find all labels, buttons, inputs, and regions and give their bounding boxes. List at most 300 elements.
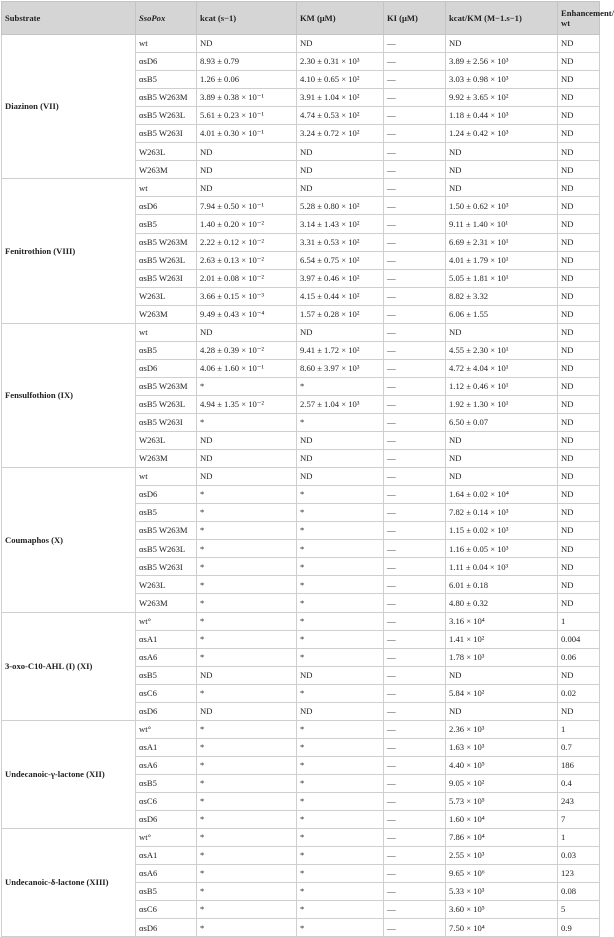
km-cell: 3.31 ± 0.53 × 10² xyxy=(297,233,384,251)
kcat-cell: * xyxy=(197,774,297,792)
enhancement-cell: 123 xyxy=(558,865,600,883)
km-cell: * xyxy=(297,792,384,810)
kcat-km-cell: 5.84 × 10² xyxy=(446,684,558,702)
kcat-cell: 2.63 ± 0.13 × 10⁻² xyxy=(197,251,297,269)
variant-cell: αsD6 xyxy=(136,811,197,829)
enhancement-cell: 1 xyxy=(558,612,600,630)
ki-cell: — xyxy=(384,53,446,71)
km-cell: * xyxy=(297,901,384,919)
km-cell: 3.24 ± 0.72 × 10² xyxy=(297,125,384,143)
ki-cell: — xyxy=(384,486,446,504)
ki-cell: — xyxy=(384,720,446,738)
ki-cell: — xyxy=(384,919,446,937)
header-ki: KI (μM) xyxy=(384,2,446,35)
table-body xyxy=(2,35,600,937)
ki-cell: — xyxy=(384,323,446,341)
km-cell: ND xyxy=(297,450,384,468)
kcat-km-cell: 5.05 ± 1.81 × 10¹ xyxy=(446,269,558,287)
ki-cell: — xyxy=(384,35,446,53)
kcat-cell: * xyxy=(197,720,297,738)
km-cell: 3.97 ± 0.46 × 10² xyxy=(297,269,384,287)
enhancement-cell: ND xyxy=(558,53,600,71)
kcat-cell: 4.94 ± 1.35 × 10⁻² xyxy=(197,395,297,413)
km-cell: 4.15 ± 0.44 × 10² xyxy=(297,287,384,305)
variant-cell: wt xyxy=(136,35,197,53)
kcat-km-cell: ND xyxy=(446,666,558,684)
variant-cell: αsB5 xyxy=(136,666,197,684)
ki-cell: — xyxy=(384,89,446,107)
enhancement-cell: ND xyxy=(558,395,600,413)
ki-cell: — xyxy=(384,865,446,883)
kcat-km-cell: ND xyxy=(446,161,558,179)
ki-cell: — xyxy=(384,125,446,143)
table-row xyxy=(2,720,600,738)
kcat-cell: * xyxy=(197,377,297,395)
km-cell: * xyxy=(297,558,384,576)
kcat-km-cell: ND xyxy=(446,702,558,720)
km-cell: * xyxy=(297,594,384,612)
ki-cell: — xyxy=(384,774,446,792)
kcat-km-cell: ND xyxy=(446,35,558,53)
km-cell: 4.10 ± 0.65 × 10² xyxy=(297,71,384,89)
variant-cell: αsB5 W263M xyxy=(136,233,197,251)
enhancement-cell: 7 xyxy=(558,811,600,829)
header-substrate: Substrate xyxy=(2,2,136,35)
variant-cell: W263M xyxy=(136,594,197,612)
enhancement-cell: 5 xyxy=(558,901,600,919)
enhancement-cell: ND xyxy=(558,341,600,359)
kcat-cell: * xyxy=(197,847,297,865)
ki-cell: — xyxy=(384,883,446,901)
kcat-km-cell: 9.11 ± 1.40 × 10¹ xyxy=(446,215,558,233)
variant-cell: αsB5 W263L xyxy=(136,540,197,558)
ki-cell: — xyxy=(384,215,446,233)
header-kcat: kcat (s−1) xyxy=(197,2,297,35)
ki-cell: — xyxy=(384,197,446,215)
ki-cell: — xyxy=(384,233,446,251)
ki-cell: — xyxy=(384,522,446,540)
kcat-km-cell: 5.73 × 10⁵ xyxy=(446,792,558,810)
kcat-cell: 4.01 ± 0.30 × 10⁻¹ xyxy=(197,125,297,143)
kcat-km-cell: 6.69 ± 2.31 × 10¹ xyxy=(446,233,558,251)
kcat-km-cell: 9.05 × 10² xyxy=(446,774,558,792)
km-cell: 3.91 ± 1.04 × 10² xyxy=(297,89,384,107)
enhancement-cell: ND xyxy=(558,233,600,251)
variant-cell: αsA6 xyxy=(136,865,197,883)
kcat-cell: ND xyxy=(197,702,297,720)
kcat-km-cell: 1.12 ± 0.46 × 10¹ xyxy=(446,377,558,395)
variant-cell: αsB5 W263M xyxy=(136,377,197,395)
ki-cell: — xyxy=(384,377,446,395)
kcat-cell: 2.22 ± 0.12 × 10⁻² xyxy=(197,233,297,251)
header-row xyxy=(2,2,600,35)
variant-cell: αsB5 xyxy=(136,883,197,901)
ki-cell: — xyxy=(384,612,446,630)
enhancement-cell: 1 xyxy=(558,720,600,738)
variant-cell: αsB5 W263L xyxy=(136,251,197,269)
table-row xyxy=(2,179,600,197)
variant-cell: αsA6 xyxy=(136,648,197,666)
ki-cell: — xyxy=(384,540,446,558)
kcat-cell: * xyxy=(197,738,297,756)
enhancement-cell: 186 xyxy=(558,756,600,774)
enhancement-cell: 0.02 xyxy=(558,684,600,702)
kcat-km-cell: 1.63 × 10³ xyxy=(446,738,558,756)
kcat-km-cell: ND xyxy=(446,432,558,450)
kcat-cell: * xyxy=(197,756,297,774)
kcat-km-cell: ND xyxy=(446,468,558,486)
kcat-cell: 9.49 ± 0.43 × 10⁻⁴ xyxy=(197,305,297,323)
table-row xyxy=(2,612,600,630)
enhancement-cell: ND xyxy=(558,197,600,215)
km-cell: * xyxy=(297,756,384,774)
variant-cell: wt xyxy=(136,179,197,197)
variant-cell: αsB5 W263I xyxy=(136,413,197,431)
enhancement-cell: ND xyxy=(558,143,600,161)
variant-cell: αsB5 xyxy=(136,774,197,792)
km-cell: * xyxy=(297,720,384,738)
ki-cell: — xyxy=(384,792,446,810)
variant-cell: wt xyxy=(136,323,197,341)
variant-cell: αsA1 xyxy=(136,738,197,756)
variant-cell: αsB5 W263I xyxy=(136,558,197,576)
substrate-cell: Diazinon (VII) xyxy=(2,35,136,179)
kcat-km-cell: 4.40 × 10⁵ xyxy=(446,756,558,774)
variant-cell: W263M xyxy=(136,161,197,179)
enhancement-cell: ND xyxy=(558,576,600,594)
variant-cell: αsD6 xyxy=(136,486,197,504)
kcat-cell: ND xyxy=(197,450,297,468)
km-cell: 4.74 ± 0.53 × 10² xyxy=(297,107,384,125)
kcat-cell: * xyxy=(197,919,297,937)
variant-cell: αsB5 xyxy=(136,71,197,89)
kcat-cell: 4.28 ± 0.39 × 10⁻² xyxy=(197,341,297,359)
km-cell: * xyxy=(297,883,384,901)
ki-cell: — xyxy=(384,576,446,594)
kinetics-table xyxy=(1,1,614,937)
ki-cell: — xyxy=(384,287,446,305)
variant-cell: αsB5 xyxy=(136,215,197,233)
variant-cell: αsC6 xyxy=(136,684,197,702)
enhancement-cell: ND xyxy=(558,215,600,233)
enhancement-cell: ND xyxy=(558,323,600,341)
header-kcat-km: kcat/KM (M−1.s−1) xyxy=(446,2,558,35)
variant-cell: αsB5 xyxy=(136,341,197,359)
kcat-km-cell: 4.55 ± 2.30 × 10¹ xyxy=(446,341,558,359)
kcat-km-cell: ND xyxy=(446,179,558,197)
enhancement-cell: ND xyxy=(558,89,600,107)
kcat-km-cell: 1.15 ± 0.02 × 10³ xyxy=(446,522,558,540)
table-row xyxy=(2,468,600,486)
km-cell: * xyxy=(297,540,384,558)
enhancement-cell: ND xyxy=(558,468,600,486)
km-cell: * xyxy=(297,738,384,756)
kcat-km-cell: 1.24 ± 0.42 × 10³ xyxy=(446,125,558,143)
enhancement-cell: ND xyxy=(558,269,600,287)
kcat-km-cell: 1.60 × 10⁴ xyxy=(446,811,558,829)
kcat-km-cell: 6.50 ± 0.07 xyxy=(446,413,558,431)
ki-cell: — xyxy=(384,71,446,89)
kcat-km-cell: 3.60 × 10⁵ xyxy=(446,901,558,919)
km-cell: 2.30 ± 0.31 × 10³ xyxy=(297,53,384,71)
kcat-km-cell: ND xyxy=(446,323,558,341)
kcat-cell: 1.26 ± 0.06 xyxy=(197,71,297,89)
enhancement-cell: ND xyxy=(558,540,600,558)
kcat-cell: ND xyxy=(197,323,297,341)
kcat-km-cell: 1.41 × 10² xyxy=(446,630,558,648)
kcat-km-cell: 1.18 ± 0.44 × 10³ xyxy=(446,107,558,125)
enhancement-cell: 1 xyxy=(558,829,600,847)
kcat-cell: 2.01 ± 0.08 × 10⁻² xyxy=(197,269,297,287)
enhancement-cell: ND xyxy=(558,179,600,197)
ki-cell: — xyxy=(384,359,446,377)
variant-cell: αsB5 xyxy=(136,504,197,522)
ki-cell: — xyxy=(384,395,446,413)
kcat-cell: 3.89 ± 0.38 × 10⁻¹ xyxy=(197,89,297,107)
kcat-cell: * xyxy=(197,811,297,829)
enhancement-cell: ND xyxy=(558,161,600,179)
kcat-cell: * xyxy=(197,648,297,666)
km-cell: * xyxy=(297,648,384,666)
enhancement-cell: 243 xyxy=(558,792,600,810)
kcat-km-cell: 3.16 × 10⁴ xyxy=(446,612,558,630)
km-cell: 6.54 ± 0.75 × 10² xyxy=(297,251,384,269)
kcat-km-cell: 7.50 × 10⁴ xyxy=(446,919,558,937)
enhancement-cell: 0.9 xyxy=(558,919,600,937)
enhancement-cell: ND xyxy=(558,35,600,53)
variant-cell: αsB5 W263M xyxy=(136,89,197,107)
kcat-cell: * xyxy=(197,792,297,810)
enhancement-cell: ND xyxy=(558,666,600,684)
header-km: KM (μM) xyxy=(297,2,384,35)
km-cell: * xyxy=(297,919,384,937)
table-row xyxy=(2,323,600,341)
kcat-km-cell: 2.36 × 10³ xyxy=(446,720,558,738)
ki-cell: — xyxy=(384,558,446,576)
km-cell: * xyxy=(297,630,384,648)
km-cell: 8.60 ± 3.97 × 10³ xyxy=(297,359,384,377)
variant-cell: αsB5 W263I xyxy=(136,125,197,143)
kcat-km-cell: 7.86 × 10⁴ xyxy=(446,829,558,847)
ki-cell: — xyxy=(384,305,446,323)
kcat-cell: * xyxy=(197,413,297,431)
ki-cell: — xyxy=(384,504,446,522)
kcat-cell: * xyxy=(197,865,297,883)
enhancement-cell: 0.4 xyxy=(558,774,600,792)
kcat-cell: * xyxy=(197,883,297,901)
table-row xyxy=(2,35,600,53)
km-cell: * xyxy=(297,847,384,865)
kcat-km-cell: 6.01 ± 0.18 xyxy=(446,576,558,594)
header-enhancement: Enhancement/ wt xyxy=(558,2,600,35)
km-cell: * xyxy=(297,576,384,594)
km-cell: * xyxy=(297,522,384,540)
variant-cell: αsB5 W263L xyxy=(136,107,197,125)
ki-cell: — xyxy=(384,702,446,720)
kcat-cell: ND xyxy=(197,468,297,486)
km-cell: ND xyxy=(297,179,384,197)
kcat-cell: 1.40 ± 0.20 × 10⁻² xyxy=(197,215,297,233)
kcat-cell: 5.61 ± 0.23 × 10⁻¹ xyxy=(197,107,297,125)
ki-cell: — xyxy=(384,684,446,702)
kcat-cell: * xyxy=(197,684,297,702)
km-cell: 9.41 ± 1.72 × 10² xyxy=(297,341,384,359)
ki-cell: — xyxy=(384,738,446,756)
km-cell: ND xyxy=(297,323,384,341)
enhancement-cell: ND xyxy=(558,251,600,269)
kcat-cell: * xyxy=(197,522,297,540)
km-cell: * xyxy=(297,504,384,522)
km-cell: * xyxy=(297,829,384,847)
variant-cell: αsA1 xyxy=(136,847,197,865)
km-cell: 5.28 ± 0.80 × 10² xyxy=(297,197,384,215)
kcat-km-cell: 4.01 ± 1.79 × 10¹ xyxy=(446,251,558,269)
ki-cell: — xyxy=(384,450,446,468)
kcat-cell: ND xyxy=(197,35,297,53)
variant-cell: αsB5 W263I xyxy=(136,269,197,287)
variant-cell: αsD6 xyxy=(136,919,197,937)
variant-cell: αsD6 xyxy=(136,197,197,215)
kcat-cell: * xyxy=(197,540,297,558)
enhancement-cell: ND xyxy=(558,594,600,612)
kcat-km-cell: 8.82 ± 3.32 xyxy=(446,287,558,305)
kcat-km-cell: 4.80 ± 0.32 xyxy=(446,594,558,612)
variant-cell: W263L xyxy=(136,432,197,450)
km-cell: ND xyxy=(297,161,384,179)
enhancement-cell: ND xyxy=(558,522,600,540)
kcat-km-cell: 1.50 ± 0.62 × 10³ xyxy=(446,197,558,215)
kcat-km-cell: 9.65 × 10⁶ xyxy=(446,865,558,883)
km-cell: ND xyxy=(297,143,384,161)
kcat-cell: 7.94 ± 0.50 × 10⁻¹ xyxy=(197,197,297,215)
kcat-cell: * xyxy=(197,486,297,504)
kcat-cell: ND xyxy=(197,179,297,197)
kcat-cell: * xyxy=(197,594,297,612)
kcat-km-cell: 1.11 ± 0.04 × 10³ xyxy=(446,558,558,576)
ki-cell: — xyxy=(384,847,446,865)
ki-cell: — xyxy=(384,901,446,919)
variant-cell: W263L xyxy=(136,576,197,594)
km-cell: ND xyxy=(297,468,384,486)
km-cell: ND xyxy=(297,35,384,53)
table-row xyxy=(2,829,600,847)
enhancement-cell: ND xyxy=(558,432,600,450)
kcat-cell: 3.66 ± 0.15 × 10⁻³ xyxy=(197,287,297,305)
kcat-cell: * xyxy=(197,829,297,847)
substrate-cell: Coumaphos (X) xyxy=(2,468,136,612)
variant-cell: W263L xyxy=(136,143,197,161)
km-cell: * xyxy=(297,774,384,792)
km-cell: ND xyxy=(297,666,384,684)
kcat-cell: * xyxy=(197,901,297,919)
variant-cell: αsB5 W263L xyxy=(136,395,197,413)
enhancement-cell: ND xyxy=(558,413,600,431)
enhancement-cell: 0.03 xyxy=(558,847,600,865)
kcat-cell: * xyxy=(197,630,297,648)
variant-cell: αsA1 xyxy=(136,630,197,648)
kcat-cell: * xyxy=(197,576,297,594)
kcat-km-cell: 1.64 ± 0.02 × 10⁴ xyxy=(446,486,558,504)
enhancement-cell: ND xyxy=(558,107,600,125)
header-ssopox: SsoPox xyxy=(136,2,197,35)
enhancement-cell: ND xyxy=(558,486,600,504)
kcat-cell: * xyxy=(197,504,297,522)
km-cell: 1.57 ± 0.28 × 10² xyxy=(297,305,384,323)
variant-cell: W263M xyxy=(136,305,197,323)
kcat-cell: ND xyxy=(197,161,297,179)
enhancement-cell: ND xyxy=(558,71,600,89)
ki-cell: — xyxy=(384,630,446,648)
enhancement-cell: ND xyxy=(558,305,600,323)
ki-cell: — xyxy=(384,161,446,179)
kcat-km-cell: 1.16 ± 0.05 × 10³ xyxy=(446,540,558,558)
substrate-cell: Fensulfothion (IX) xyxy=(2,323,136,467)
enhancement-cell: ND xyxy=(558,287,600,305)
kcat-km-cell: ND xyxy=(446,450,558,468)
enhancement-cell: ND xyxy=(558,702,600,720)
variant-cell: wt° xyxy=(136,612,197,630)
km-cell: * xyxy=(297,377,384,395)
ki-cell: — xyxy=(384,143,446,161)
variant-cell: αsC6 xyxy=(136,792,197,810)
ki-cell: — xyxy=(384,666,446,684)
kcat-cell: ND xyxy=(197,432,297,450)
variant-cell: αsD6 xyxy=(136,53,197,71)
kcat-km-cell: 4.72 ± 4.04 × 10¹ xyxy=(446,359,558,377)
kcat-km-cell: 1.78 × 10³ xyxy=(446,648,558,666)
enhancement-cell: 0.06 xyxy=(558,648,600,666)
ki-cell: — xyxy=(384,107,446,125)
kcat-km-cell: 5.33 × 10³ xyxy=(446,883,558,901)
ki-cell: — xyxy=(384,594,446,612)
enhancement-cell: ND xyxy=(558,504,600,522)
enhancement-cell: ND xyxy=(558,377,600,395)
ki-cell: — xyxy=(384,829,446,847)
kcat-km-cell: 3.03 ± 0.98 × 10³ xyxy=(446,71,558,89)
ki-cell: — xyxy=(384,413,446,431)
kcat-cell: 8.93 ± 0.79 xyxy=(197,53,297,71)
ki-cell: — xyxy=(384,811,446,829)
variant-cell: W263L xyxy=(136,287,197,305)
substrate-cell: Fenitrothion (VIII) xyxy=(2,179,136,323)
kcat-km-cell: 7.82 ± 0.14 × 10³ xyxy=(446,504,558,522)
km-cell: 2.57 ± 1.04 × 10³ xyxy=(297,395,384,413)
variant-cell: W263M xyxy=(136,450,197,468)
variant-cell: wt° xyxy=(136,720,197,738)
km-cell: ND xyxy=(297,432,384,450)
km-cell: 3.14 ± 1.43 × 10² xyxy=(297,215,384,233)
substrate-cell: Undecanoic-γ-lactone (XII) xyxy=(2,720,136,828)
variant-cell: αsD6 xyxy=(136,359,197,377)
km-cell: ND xyxy=(297,702,384,720)
variant-cell: wt° xyxy=(136,829,197,847)
enhancement-cell: ND xyxy=(558,125,600,143)
enhancement-cell: 0.7 xyxy=(558,738,600,756)
km-cell: * xyxy=(297,612,384,630)
ki-cell: — xyxy=(384,341,446,359)
enhancement-cell: ND xyxy=(558,558,600,576)
kcat-cell: * xyxy=(197,558,297,576)
km-cell: * xyxy=(297,486,384,504)
kcat-km-cell: 2.55 × 10³ xyxy=(446,847,558,865)
kcat-km-cell: 6.06 ± 1.55 xyxy=(446,305,558,323)
km-cell: * xyxy=(297,811,384,829)
variant-cell: αsD6 xyxy=(136,702,197,720)
enhancement-cell: ND xyxy=(558,450,600,468)
kcat-cell: ND xyxy=(197,666,297,684)
enhancement-cell: 0.08 xyxy=(558,883,600,901)
kcat-km-cell: ND xyxy=(446,143,558,161)
